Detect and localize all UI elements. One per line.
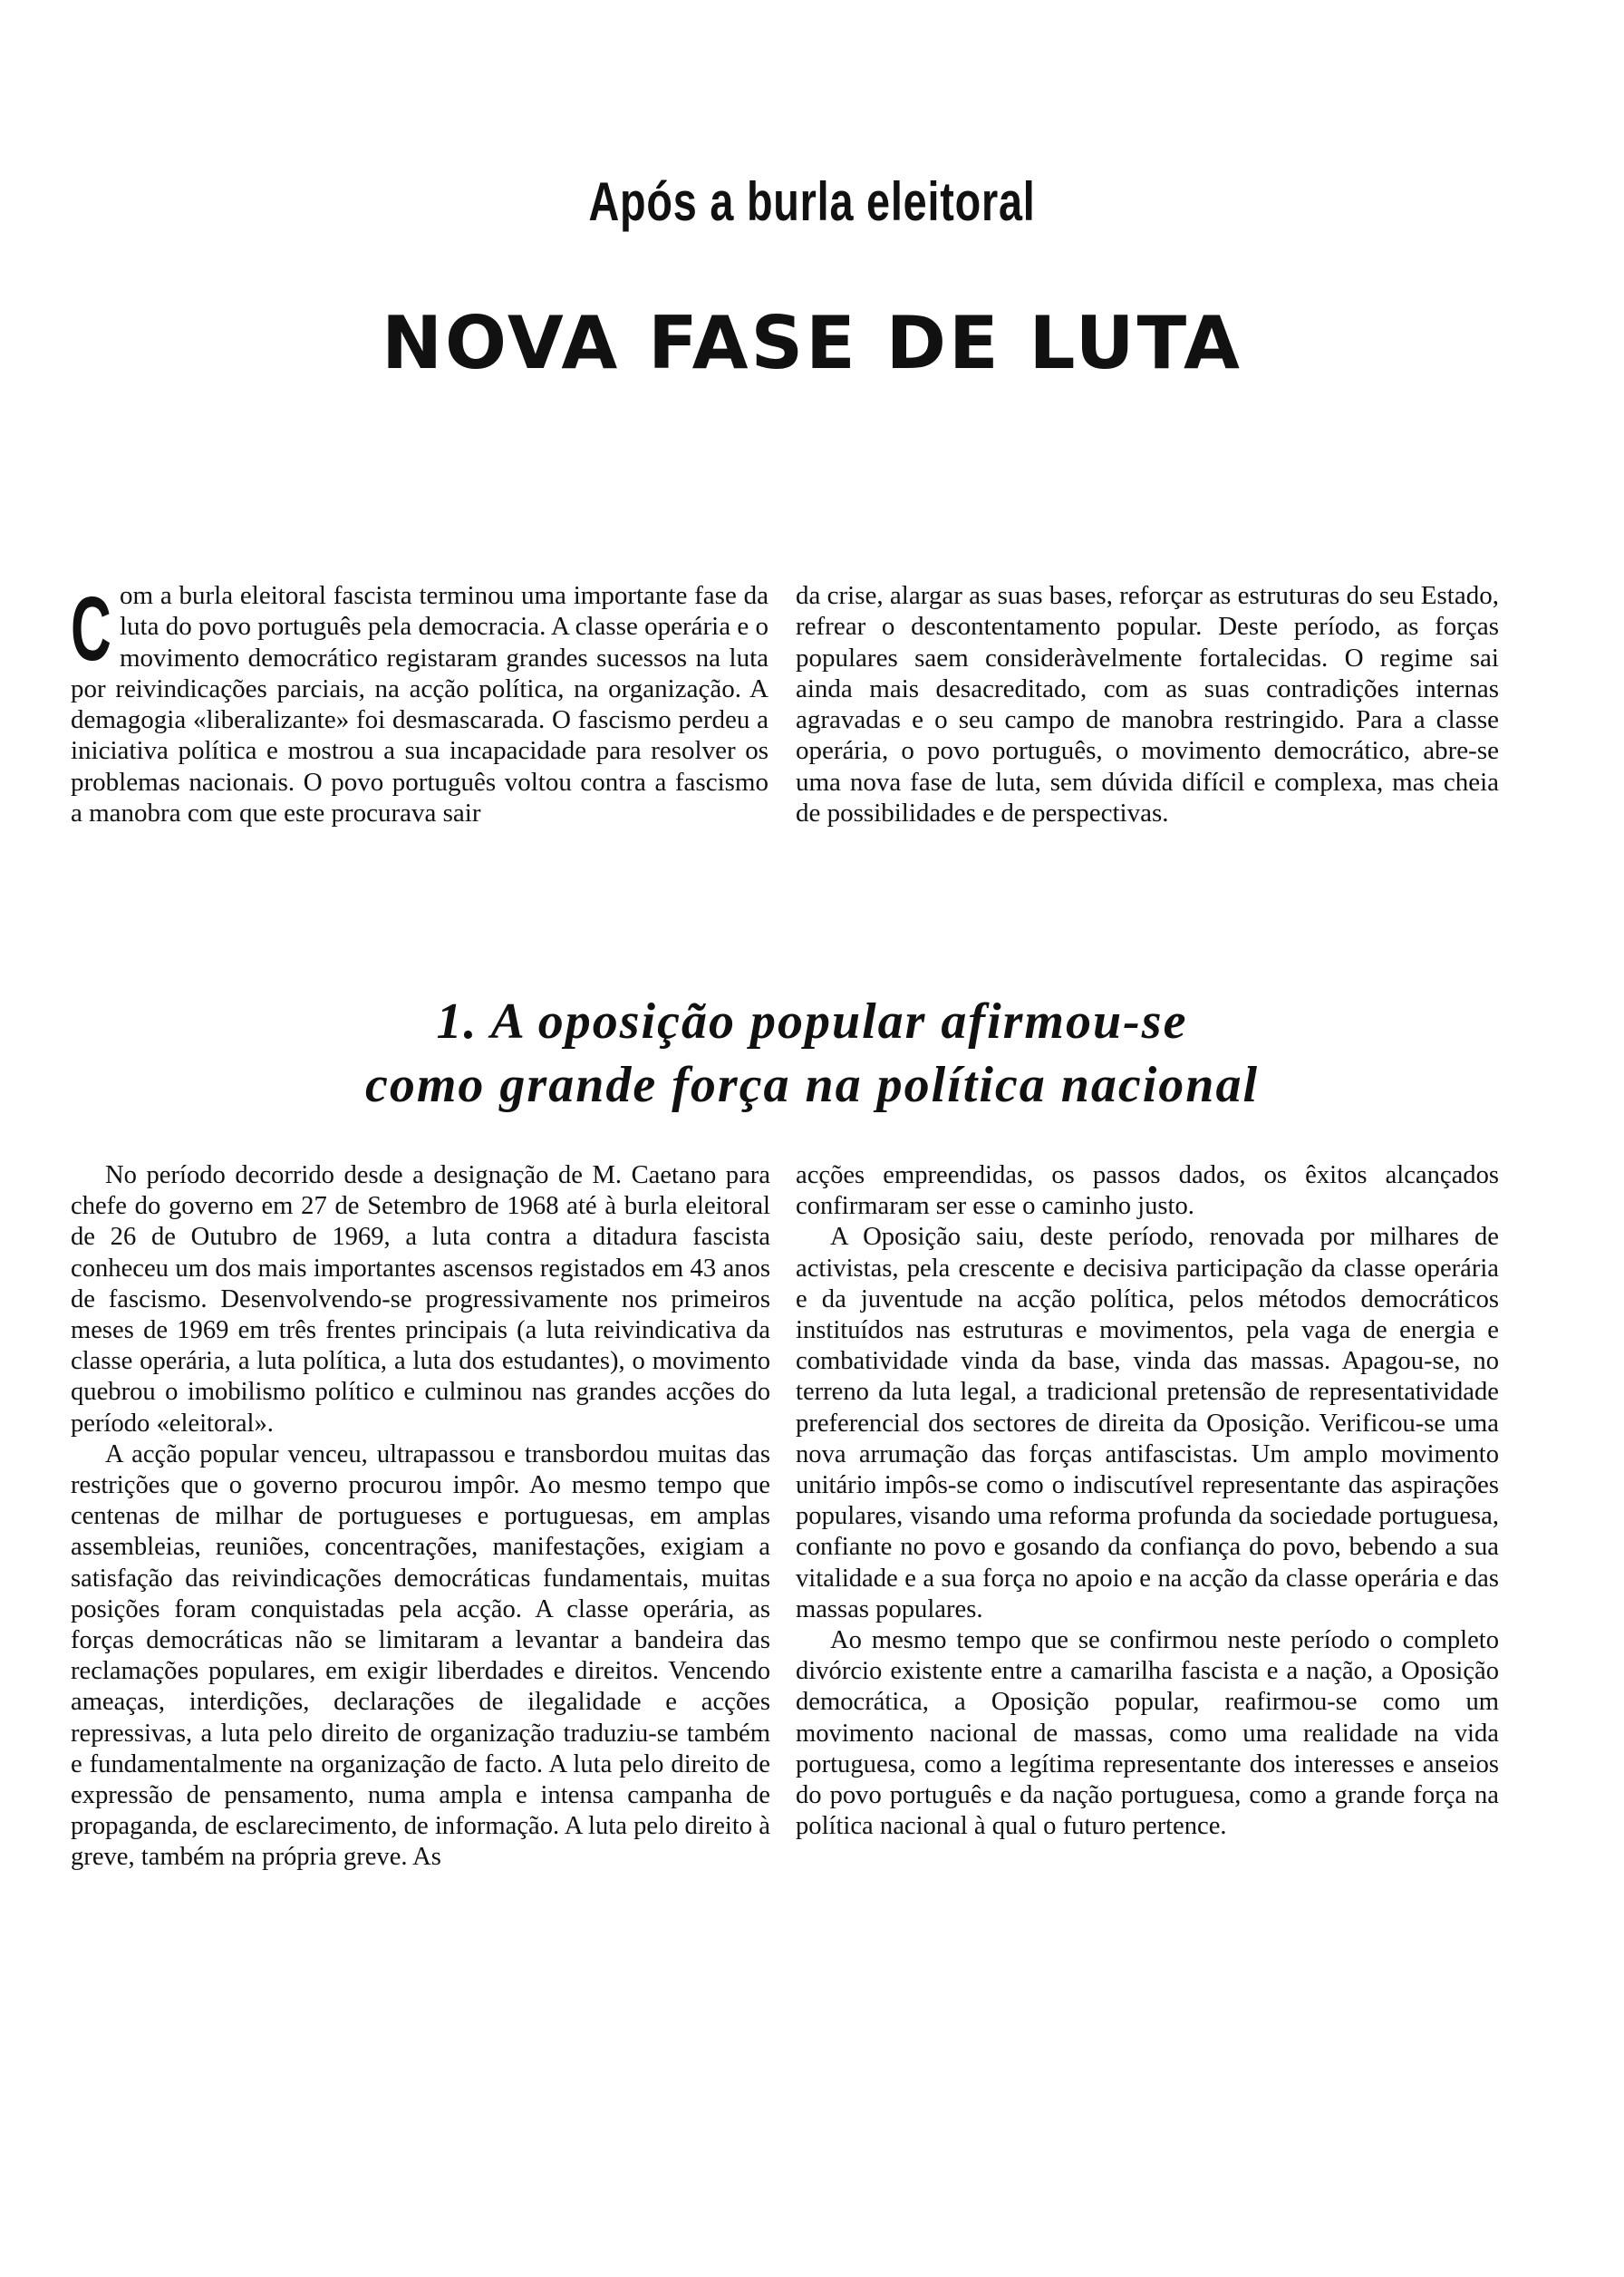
intro-text-left: om a burla eleitoral fascista terminou uma importante fase da luta do povo português pela democracia. A classe operária e o movimento democrático registaram grandes sucessos na luta por reivindicações parciais, na acção política, na organização. A demagogia «liberalizante» foi desmascarada. O fascismo perdeu a iniciativa política e mostrou a sua incapacidade para resolver os problemas nacionais. O povo português voltou contra a fascismo a manobra com que este procurava sair bbox=[71, 581, 768, 828]
article-kicker: Após a burla eleitoral bbox=[588, 171, 1036, 232]
section-heading bbox=[0, 990, 1624, 1117]
paragraph: A Oposição saiu, deste período, renovada por milhares de activistas, pela crescente e decisiva participação da classe operária e da juventude na acção política, pelos métodos democráticos instituídos nas estruturas e movimentos, pela vaga de energia e combatividade vinda da base, vinda das massas. Apagou-se, no terreno da luta legal, a tradicional pretensão de representatividade preferencial dos sectores de direita da Oposição. Verificou-se uma nova arrumação das forças antifascistas. Um amplo movimento unitário impôs-se como o indiscutível representante das aspirações populares, visando uma reforma profunda da sociedade portuguesa, confiante no povo e gosando da confiança do povo, bebendo a sua vitalidade e a sua força no apoio e na acção da classe operária e das massas populares. bbox=[796, 1223, 1499, 1623]
section-heading-line-1: 1. A oposição popular afirmou-se bbox=[436, 993, 1188, 1050]
paragraph: No período decorrido desde a designação de M. Caetano para chefe do governo em 27 de Setembro de 1968 até à burla eleitoral de 26 de Outubro de 1969, a luta contra a ditadura fascista conheceu um dos mais importantes ascensos registados em 43 anos de fascismo. Desenvolvendo-se progressivamente nos primeiros meses de 1969 em três frentes principais (a luta reivindicativa da classe operária, a luta política, a luta dos estudantes), o movimento quebrou o imobilismo político e culminou nas grandes acções do período «eleitoral». bbox=[71, 1161, 770, 1438]
paragraph: acções empreendidas, os passos dados, os êxitos alcançados confirmaram ser esse o caminho justo. bbox=[796, 1161, 1499, 1221]
intro-column-right bbox=[796, 580, 1499, 828]
intro-column-left bbox=[71, 580, 768, 828]
intro-text-right: da crise, alargar as suas bases, reforçar as estruturas do seu Estado, refrear o descontentamento popular. Deste período, as forças populares saem consideràvelmente fortalecidas. O regime sai ainda mais desacreditado, com as suas contradições internas agravadas e o seu campo de manobra restringido. Para a classe operária, o povo português, o movimento democrático, abre-se uma nova fase de luta, sem dúvida difícil e complexa, mas cheia de possibilidades e de perspectivas. bbox=[796, 581, 1499, 828]
drop-cap: C bbox=[71, 578, 111, 680]
body-column-left bbox=[71, 1160, 770, 1874]
body-column-right bbox=[796, 1160, 1499, 1842]
article-headline: NOVA FASE DE LUTA bbox=[382, 301, 1242, 385]
paragraph: A acção popular venceu, ultrapassou e transbordou muitas das restrições que o governo procurou impôr. Ao mesmo tempo que centenas de milhar de portugueses e portuguesas, em amplas assembleias, reuniões, concentrações, manifestações, exigiam a satisfação das reivindicações democráticas fundamentais, muitas posições foram conquistadas pela acção. A classe operária, as forças democráticas não se limitaram a levantar a bandeira das reclamações populares, em exigir liberdades e direitos. Vencendo ameaças, interdições, declarações de ilegalidade e acções repressivas, a luta pelo direito de organização traduziu-se também e fundamentalmente na organização de facto. A luta pelo direito de expressão de pensamento, numa ampla e intensa campanha de propaganda, de esclarecimento, de informação. A luta pelo direito à greve, também na própria greve. As bbox=[71, 1439, 770, 1872]
paragraph: Ao mesmo tempo que se confirmou neste período o completo divórcio existente entre a camarilha fascista e a nação, a Oposição democrática, a Oposição popular, reafirmou-se como um movimento nacional de massas, como uma realidade na vida portuguesa, como a legítima representante dos interesses e anseios do povo português e da nação portuguesa, como a grande força na política nacional à qual o futuro pertence. bbox=[796, 1626, 1499, 1841]
section-heading-line-2: como grande força na política nacional bbox=[365, 1057, 1259, 1113]
